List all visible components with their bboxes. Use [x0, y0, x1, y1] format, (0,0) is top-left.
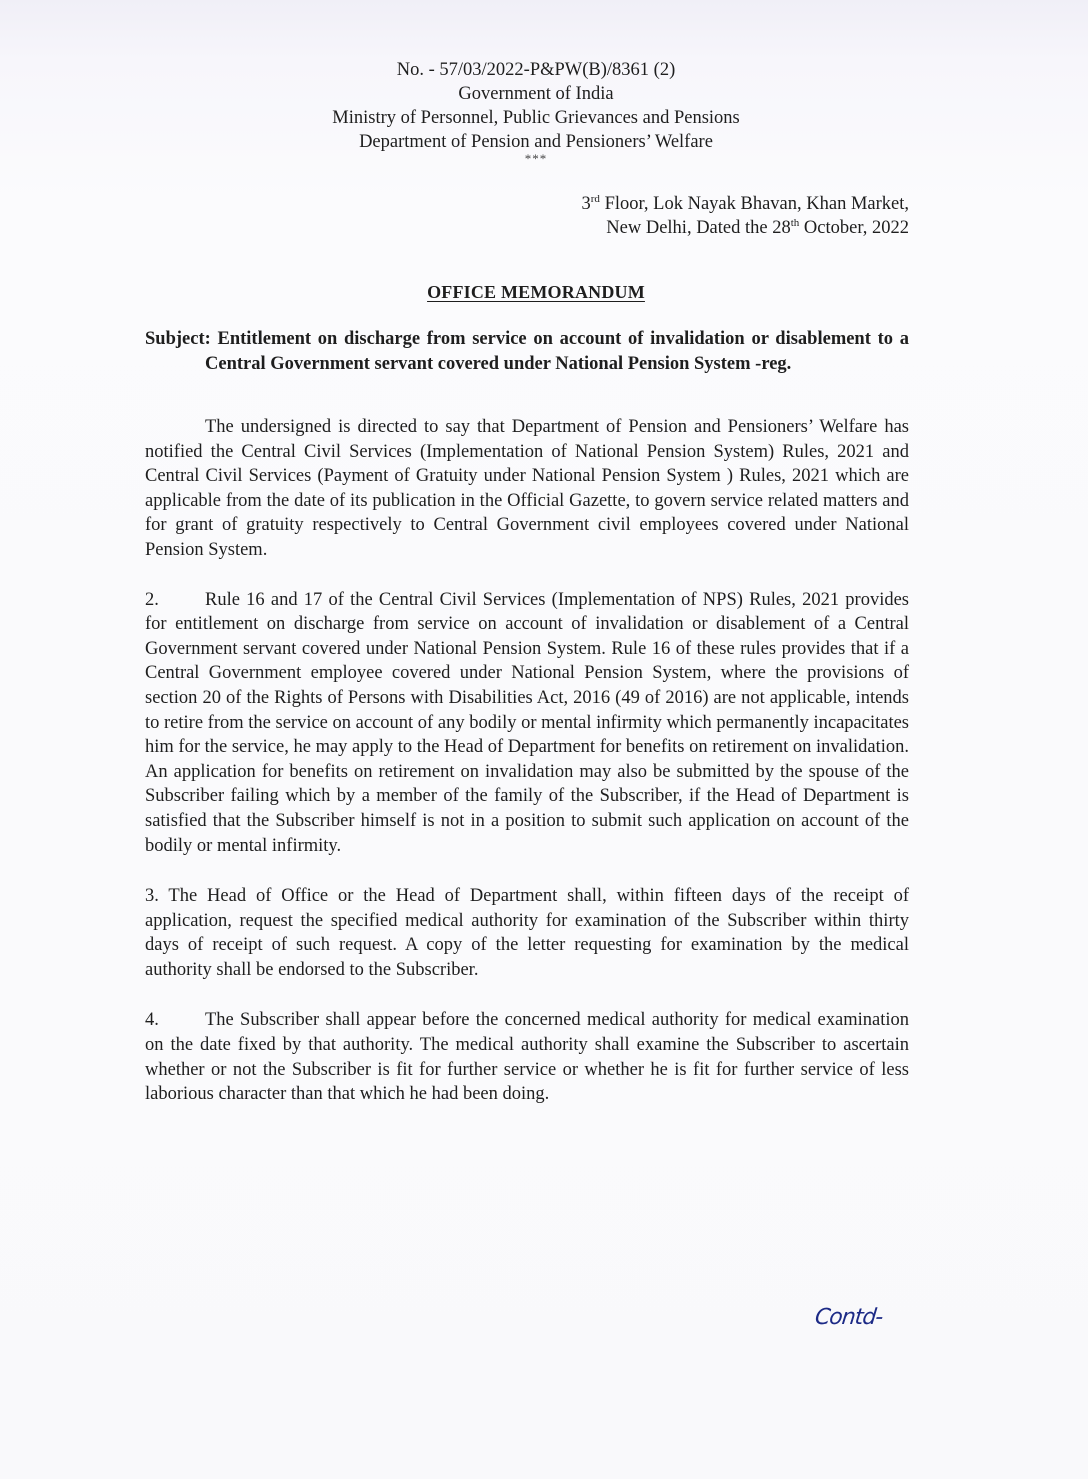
subject-line: [145, 327, 909, 376]
ministry-name: Ministry of Personnel, Public Grievances and Pensions: [332, 108, 740, 128]
letterhead: [163, 58, 909, 164]
paragraph-2-text: Rule 16 and 17 of the Central Civil Services (Implementation of NPS) Rules, 2021 provides for entitlement on discharge from service on account of invalidation or disablement of a Central Government servant covered under National Pension System. Rule 16 of these rules provides that if a Central Government employee covered under National Pension System, where the provisions of section 20 of the Rights of Persons with Disabilities Act, 2016 (49 of 2016) are not applicable, intends to retire from the service on account of any bodily or mental infirmity which permanently incapacitates him for the service, he may apply to the Head of Department for benefits on retirement on invalidation. An application for benefits on retirement on invalidation may also be submitted by the spouse of the Subscriber failing which by a member of the family of the Subscriber, if the Head of Department is satisfied that the Subscriber himself is not in a position to submit such application on account of the bodily or mental infirmity.: [145, 589, 909, 856]
handwritten-continued-note: Contd-: [813, 1305, 884, 1330]
paragraph-2-number: 2.: [145, 589, 159, 610]
paragraph-intro: The undersigned is directed to say that Department of Pension and Pensioners’ Welfare has notified the Central Civil Services (Implementation of National Pension System) Rules, 2021 and Central Civil Services (Payment of Gratuity under National Pension System ) Rules, 2021 which are applicable from the date of its publication in the Official Gazette, to govern service related matters and for grant of gratuity respectively to Central Government civil employees covered under National Pension System.: [145, 417, 909, 560]
floor-number: 3: [581, 194, 591, 214]
subject-label: Subject:: [145, 329, 211, 349]
address-line-1: [145, 192, 909, 216]
department-name: Department of Pension and Pensioners’ Welfare: [359, 132, 713, 152]
address-line-2: [145, 216, 909, 240]
file-number: No. - 57/03/2022-P&PW(B)/8361 (2): [396, 60, 676, 80]
memo-title: OFFICE MEMORANDUM: [427, 282, 645, 302]
address-street: Floor, Lok Nayak Bhavan, Khan Market,: [599, 194, 909, 214]
address-block: [145, 192, 909, 240]
separator-stars: ***: [524, 151, 548, 166]
date-suffix: October, 2022: [799, 218, 909, 238]
memo-page: [145, 58, 909, 1107]
paragraph-3: 3. The Head of Office or the Head of Department shall, within fifteen days of the receipt of application, request the specified medical authority for examination of the Subscriber within thirty days of receipt of such request. A copy of the letter requesting for examination by the medical authority shall be endorsed to the Subscriber.: [145, 886, 909, 980]
paragraph-2: [145, 588, 909, 859]
paragraph-4-number: 4.: [145, 1010, 159, 1031]
government-name: Government of India: [458, 84, 614, 104]
date-ordinal: th: [790, 217, 800, 229]
paragraph-4-text: The Subscriber shall appear before the concerned medical authority for medical examination on the date fixed by that authority. The medical authority shall examine the Subscriber to ascertain whether or not the Subscriber is fit for further service or whether he is fit for further service of less laborious character than that which he had been doing.: [145, 1010, 909, 1105]
subject-text: Entitlement on discharge from service on account of invalidation or disablement to a Central Government servant covered under National Pension System -reg.: [205, 329, 909, 374]
floor-ordinal: rd: [590, 193, 600, 205]
date-prefix: New Delhi, Dated the 28: [606, 218, 791, 238]
paragraph-4: [145, 1008, 909, 1106]
